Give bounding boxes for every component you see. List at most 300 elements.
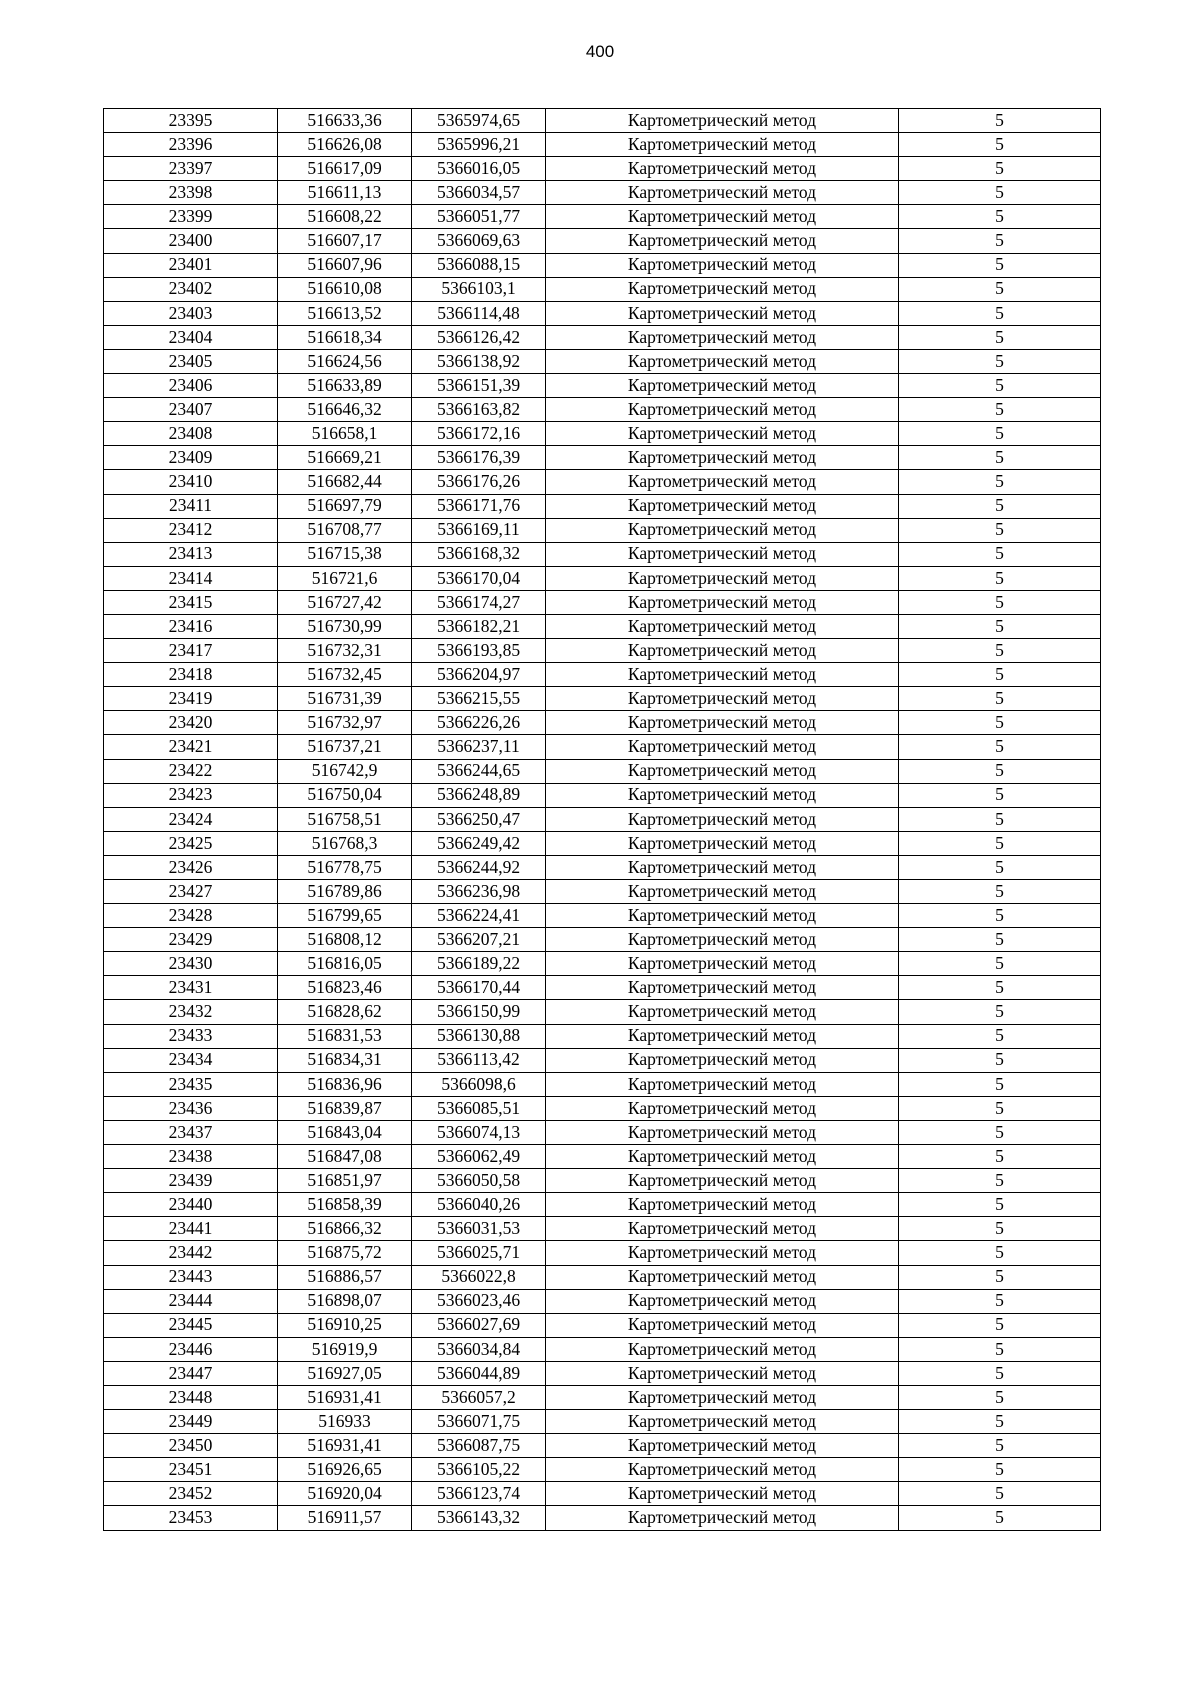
method-cell: Картометрический метод: [546, 590, 899, 614]
x-coordinate-cell: 516633,89: [278, 374, 412, 398]
point-number-cell: 23440: [104, 1193, 278, 1217]
x-coordinate-cell: 516611,13: [278, 181, 412, 205]
point-number-cell: 23423: [104, 783, 278, 807]
y-coordinate-cell: 5366071,75: [412, 1410, 546, 1434]
table-row: [104, 855, 1101, 879]
table-row: [104, 1434, 1101, 1458]
accuracy-cell: 5: [899, 1145, 1101, 1169]
method-cell: Картометрический метод: [546, 711, 899, 735]
accuracy-cell: 5: [899, 590, 1101, 614]
table-row: [104, 928, 1101, 952]
point-number-cell: 23412: [104, 518, 278, 542]
x-coordinate-cell: 516858,39: [278, 1193, 412, 1217]
x-coordinate-cell: 516920,04: [278, 1482, 412, 1506]
y-coordinate-cell: 5366105,22: [412, 1458, 546, 1482]
table-row: [104, 1096, 1101, 1120]
y-coordinate-cell: 5366182,21: [412, 614, 546, 638]
accuracy-cell: 5: [899, 1289, 1101, 1313]
point-number-cell: 23435: [104, 1072, 278, 1096]
accuracy-cell: 5: [899, 374, 1101, 398]
accuracy-cell: 5: [899, 807, 1101, 831]
method-cell: Картометрический метод: [546, 1000, 899, 1024]
y-coordinate-cell: 5366250,47: [412, 807, 546, 831]
y-coordinate-cell: 5366074,13: [412, 1120, 546, 1144]
y-coordinate-cell: 5366143,32: [412, 1506, 546, 1530]
y-coordinate-cell: 5365996,21: [412, 133, 546, 157]
method-cell: Картометрический метод: [546, 1217, 899, 1241]
x-coordinate-cell: 516732,31: [278, 639, 412, 663]
table-row: [104, 880, 1101, 904]
point-number-cell: 23452: [104, 1482, 278, 1506]
table-row: [104, 1289, 1101, 1313]
point-number-cell: 23434: [104, 1048, 278, 1072]
y-coordinate-cell: 5366044,89: [412, 1361, 546, 1385]
point-number-cell: 23453: [104, 1506, 278, 1530]
point-number-cell: 23397: [104, 157, 278, 181]
table-row: [104, 976, 1101, 1000]
accuracy-cell: 5: [899, 928, 1101, 952]
x-coordinate-cell: 516669,21: [278, 446, 412, 470]
point-number-cell: 23406: [104, 374, 278, 398]
point-number-cell: 23451: [104, 1458, 278, 1482]
x-coordinate-cell: 516836,96: [278, 1072, 412, 1096]
table-row: [104, 157, 1101, 181]
accuracy-cell: 5: [899, 422, 1101, 446]
y-coordinate-cell: 5366248,89: [412, 783, 546, 807]
point-number-cell: 23401: [104, 253, 278, 277]
x-coordinate-cell: 516927,05: [278, 1361, 412, 1385]
accuracy-cell: 5: [899, 735, 1101, 759]
y-coordinate-cell: 5366193,85: [412, 639, 546, 663]
point-number-cell: 23408: [104, 422, 278, 446]
accuracy-cell: 5: [899, 229, 1101, 253]
point-number-cell: 23410: [104, 470, 278, 494]
table-row: [104, 253, 1101, 277]
table-row: [104, 1193, 1101, 1217]
accuracy-cell: 5: [899, 253, 1101, 277]
y-coordinate-cell: 5366088,15: [412, 253, 546, 277]
table-row: [104, 1072, 1101, 1096]
method-cell: Картометрический метод: [546, 494, 899, 518]
table-row: [104, 542, 1101, 566]
table-row: [104, 1145, 1101, 1169]
table-row: [104, 109, 1101, 133]
x-coordinate-cell: 516732,97: [278, 711, 412, 735]
table-row: [104, 1169, 1101, 1193]
y-coordinate-cell: 5366171,76: [412, 494, 546, 518]
y-coordinate-cell: 5366103,1: [412, 277, 546, 301]
x-coordinate-cell: 516727,42: [278, 590, 412, 614]
y-coordinate-cell: 5366113,42: [412, 1048, 546, 1072]
table-row: [104, 1265, 1101, 1289]
point-number-cell: 23424: [104, 807, 278, 831]
method-cell: Картометрический метод: [546, 976, 899, 1000]
accuracy-cell: 5: [899, 1120, 1101, 1144]
x-coordinate-cell: 516682,44: [278, 470, 412, 494]
y-coordinate-cell: 5366040,26: [412, 1193, 546, 1217]
method-cell: Картометрический метод: [546, 687, 899, 711]
y-coordinate-cell: 5366170,44: [412, 976, 546, 1000]
point-number-cell: 23450: [104, 1434, 278, 1458]
table-row: [104, 205, 1101, 229]
table-row: [104, 133, 1101, 157]
y-coordinate-cell: 5366163,82: [412, 398, 546, 422]
method-cell: Картометрический метод: [546, 133, 899, 157]
point-number-cell: 23416: [104, 614, 278, 638]
x-coordinate-cell: 516808,12: [278, 928, 412, 952]
y-coordinate-cell: 5366085,51: [412, 1096, 546, 1120]
method-cell: Картометрический метод: [546, 1193, 899, 1217]
method-cell: Картометрический метод: [546, 855, 899, 879]
accuracy-cell: 5: [899, 277, 1101, 301]
table-row: [104, 277, 1101, 301]
accuracy-cell: 5: [899, 325, 1101, 349]
point-number-cell: 23438: [104, 1145, 278, 1169]
point-number-cell: 23396: [104, 133, 278, 157]
table-row: [104, 735, 1101, 759]
method-cell: Картометрический метод: [546, 542, 899, 566]
x-coordinate-cell: 516732,45: [278, 663, 412, 687]
accuracy-cell: 5: [899, 759, 1101, 783]
point-number-cell: 23419: [104, 687, 278, 711]
table-row: [104, 181, 1101, 205]
y-coordinate-cell: 5366034,57: [412, 181, 546, 205]
y-coordinate-cell: 5366244,92: [412, 855, 546, 879]
method-cell: Картометрический метод: [546, 831, 899, 855]
point-number-cell: 23422: [104, 759, 278, 783]
point-number-cell: 23444: [104, 1289, 278, 1313]
point-number-cell: 23441: [104, 1217, 278, 1241]
x-coordinate-cell: 516789,86: [278, 880, 412, 904]
accuracy-cell: 5: [899, 518, 1101, 542]
y-coordinate-cell: 5366057,2: [412, 1385, 546, 1409]
y-coordinate-cell: 5366130,88: [412, 1024, 546, 1048]
accuracy-cell: 5: [899, 1361, 1101, 1385]
y-coordinate-cell: 5366022,8: [412, 1265, 546, 1289]
table-row: [104, 831, 1101, 855]
accuracy-cell: 5: [899, 1072, 1101, 1096]
table-row: [104, 374, 1101, 398]
point-number-cell: 23436: [104, 1096, 278, 1120]
point-number-cell: 23447: [104, 1361, 278, 1385]
y-coordinate-cell: 5366249,42: [412, 831, 546, 855]
x-coordinate-cell: 516633,36: [278, 109, 412, 133]
table-row: [104, 1410, 1101, 1434]
y-coordinate-cell: 5366244,65: [412, 759, 546, 783]
method-cell: Картометрический метод: [546, 1482, 899, 1506]
accuracy-cell: 5: [899, 205, 1101, 229]
x-coordinate-cell: 516721,6: [278, 566, 412, 590]
method-cell: Картометрический метод: [546, 952, 899, 976]
y-coordinate-cell: 5366123,74: [412, 1482, 546, 1506]
table-row: [104, 614, 1101, 638]
method-cell: Картометрический метод: [546, 349, 899, 373]
method-cell: Картометрический метод: [546, 1361, 899, 1385]
y-coordinate-cell: 5366215,55: [412, 687, 546, 711]
y-coordinate-cell: 5366069,63: [412, 229, 546, 253]
accuracy-cell: 5: [899, 711, 1101, 735]
table-row: [104, 1506, 1101, 1530]
x-coordinate-cell: 516834,31: [278, 1048, 412, 1072]
x-coordinate-cell: 516933: [278, 1410, 412, 1434]
accuracy-cell: 5: [899, 470, 1101, 494]
table-row: [104, 229, 1101, 253]
table-row: [104, 566, 1101, 590]
method-cell: Картометрический метод: [546, 928, 899, 952]
method-cell: Картометрический метод: [546, 109, 899, 133]
table-row: [104, 590, 1101, 614]
y-coordinate-cell: 5366226,26: [412, 711, 546, 735]
accuracy-cell: 5: [899, 1193, 1101, 1217]
accuracy-cell: 5: [899, 446, 1101, 470]
method-cell: Картометрический метод: [546, 1169, 899, 1193]
point-number-cell: 23427: [104, 880, 278, 904]
accuracy-cell: 5: [899, 1482, 1101, 1506]
method-cell: Картометрический метод: [546, 229, 899, 253]
accuracy-cell: 5: [899, 639, 1101, 663]
y-coordinate-cell: 5366114,48: [412, 301, 546, 325]
table-row: [104, 711, 1101, 735]
x-coordinate-cell: 516607,96: [278, 253, 412, 277]
accuracy-cell: 5: [899, 1313, 1101, 1337]
accuracy-cell: 5: [899, 1024, 1101, 1048]
x-coordinate-cell: 516843,04: [278, 1120, 412, 1144]
accuracy-cell: 5: [899, 663, 1101, 687]
y-coordinate-cell: 5366025,71: [412, 1241, 546, 1265]
y-coordinate-cell: 5366176,26: [412, 470, 546, 494]
point-number-cell: 23403: [104, 301, 278, 325]
accuracy-cell: 5: [899, 1217, 1101, 1241]
y-coordinate-cell: 5366169,11: [412, 518, 546, 542]
y-coordinate-cell: 5366138,92: [412, 349, 546, 373]
table-row: [104, 1458, 1101, 1482]
method-cell: Картометрический метод: [546, 566, 899, 590]
table-row: [104, 470, 1101, 494]
y-coordinate-cell: 5366151,39: [412, 374, 546, 398]
x-coordinate-cell: 516697,79: [278, 494, 412, 518]
method-cell: Картометрический метод: [546, 374, 899, 398]
x-coordinate-cell: 516851,97: [278, 1169, 412, 1193]
point-number-cell: 23400: [104, 229, 278, 253]
x-coordinate-cell: 516737,21: [278, 735, 412, 759]
table-row: [104, 639, 1101, 663]
y-coordinate-cell: 5366189,22: [412, 952, 546, 976]
table-row: [104, 1048, 1101, 1072]
table-row: [104, 1313, 1101, 1337]
x-coordinate-cell: 516839,87: [278, 1096, 412, 1120]
x-coordinate-cell: 516708,77: [278, 518, 412, 542]
x-coordinate-cell: 516730,99: [278, 614, 412, 638]
table-row: [104, 398, 1101, 422]
y-coordinate-cell: 5366236,98: [412, 880, 546, 904]
accuracy-cell: 5: [899, 1048, 1101, 1072]
x-coordinate-cell: 516823,46: [278, 976, 412, 1000]
y-coordinate-cell: 5365974,65: [412, 109, 546, 133]
point-number-cell: 23445: [104, 1313, 278, 1337]
table-row: [104, 1482, 1101, 1506]
table-row: [104, 1024, 1101, 1048]
method-cell: Картометрический метод: [546, 301, 899, 325]
point-number-cell: 23428: [104, 904, 278, 928]
method-cell: Картометрический метод: [546, 325, 899, 349]
x-coordinate-cell: 516910,25: [278, 1313, 412, 1337]
table-row: [104, 1217, 1101, 1241]
x-coordinate-cell: 516624,56: [278, 349, 412, 373]
point-number-cell: 23395: [104, 109, 278, 133]
point-number-cell: 23425: [104, 831, 278, 855]
x-coordinate-cell: 516778,75: [278, 855, 412, 879]
table-row: [104, 325, 1101, 349]
table-row: [104, 952, 1101, 976]
table-row: [104, 301, 1101, 325]
method-cell: Картометрический метод: [546, 1337, 899, 1361]
y-coordinate-cell: 5366204,97: [412, 663, 546, 687]
method-cell: Картометрический метод: [546, 181, 899, 205]
method-cell: Картометрический метод: [546, 1458, 899, 1482]
x-coordinate-cell: 516919,9: [278, 1337, 412, 1361]
accuracy-cell: 5: [899, 1169, 1101, 1193]
accuracy-cell: 5: [899, 783, 1101, 807]
point-number-cell: 23398: [104, 181, 278, 205]
accuracy-cell: 5: [899, 398, 1101, 422]
table-row: [104, 422, 1101, 446]
point-number-cell: 23421: [104, 735, 278, 759]
y-coordinate-cell: 5366051,77: [412, 205, 546, 229]
y-coordinate-cell: 5366150,99: [412, 1000, 546, 1024]
y-coordinate-cell: 5366027,69: [412, 1313, 546, 1337]
x-coordinate-cell: 516607,17: [278, 229, 412, 253]
y-coordinate-cell: 5366237,11: [412, 735, 546, 759]
page-number: 400: [585, 42, 615, 61]
accuracy-cell: 5: [899, 880, 1101, 904]
accuracy-cell: 5: [899, 1410, 1101, 1434]
x-coordinate-cell: 516866,32: [278, 1217, 412, 1241]
x-coordinate-cell: 516715,38: [278, 542, 412, 566]
method-cell: Картометрический метод: [546, 807, 899, 831]
x-coordinate-cell: 516886,57: [278, 1265, 412, 1289]
point-number-cell: 23446: [104, 1337, 278, 1361]
table-row: [104, 1385, 1101, 1409]
x-coordinate-cell: 516758,51: [278, 807, 412, 831]
method-cell: Картометрический метод: [546, 157, 899, 181]
point-number-cell: 23405: [104, 349, 278, 373]
method-cell: Картометрический метод: [546, 1434, 899, 1458]
x-coordinate-cell: 516618,34: [278, 325, 412, 349]
method-cell: Картометрический метод: [546, 446, 899, 470]
table-row: [104, 349, 1101, 373]
table-row: [104, 687, 1101, 711]
table-row: [104, 759, 1101, 783]
y-coordinate-cell: 5366050,58: [412, 1169, 546, 1193]
method-cell: Картометрический метод: [546, 1145, 899, 1169]
accuracy-cell: 5: [899, 687, 1101, 711]
method-cell: Картометрический метод: [546, 1385, 899, 1409]
accuracy-cell: 5: [899, 1265, 1101, 1289]
point-number-cell: 23404: [104, 325, 278, 349]
y-coordinate-cell: 5366016,05: [412, 157, 546, 181]
y-coordinate-cell: 5366170,04: [412, 566, 546, 590]
table-row: [104, 1337, 1101, 1361]
accuracy-cell: 5: [899, 855, 1101, 879]
x-coordinate-cell: 516799,65: [278, 904, 412, 928]
accuracy-cell: 5: [899, 831, 1101, 855]
method-cell: Картометрический метод: [546, 1120, 899, 1144]
point-number-cell: 23426: [104, 855, 278, 879]
table-row: [104, 1000, 1101, 1024]
method-cell: Картометрический метод: [546, 1313, 899, 1337]
accuracy-cell: 5: [899, 566, 1101, 590]
table-row: [104, 807, 1101, 831]
x-coordinate-cell: 516911,57: [278, 1506, 412, 1530]
y-coordinate-cell: 5366174,27: [412, 590, 546, 614]
point-number-cell: 23409: [104, 446, 278, 470]
point-number-cell: 23415: [104, 590, 278, 614]
point-number-cell: 23407: [104, 398, 278, 422]
accuracy-cell: 5: [899, 157, 1101, 181]
y-coordinate-cell: 5366087,75: [412, 1434, 546, 1458]
point-number-cell: 23443: [104, 1265, 278, 1289]
method-cell: Картометрический метод: [546, 205, 899, 229]
y-coordinate-cell: 5366224,41: [412, 904, 546, 928]
x-coordinate-cell: 516613,52: [278, 301, 412, 325]
coordinates-table: [103, 108, 1101, 1531]
method-cell: Картометрический метод: [546, 398, 899, 422]
method-cell: Картометрический метод: [546, 783, 899, 807]
method-cell: Картометрический метод: [546, 614, 899, 638]
method-cell: Картометрический метод: [546, 663, 899, 687]
point-number-cell: 23439: [104, 1169, 278, 1193]
accuracy-cell: 5: [899, 181, 1101, 205]
x-coordinate-cell: 516617,09: [278, 157, 412, 181]
y-coordinate-cell: 5366023,46: [412, 1289, 546, 1313]
accuracy-cell: 5: [899, 133, 1101, 157]
accuracy-cell: 5: [899, 1096, 1101, 1120]
x-coordinate-cell: 516608,22: [278, 205, 412, 229]
accuracy-cell: 5: [899, 1458, 1101, 1482]
coordinates-table-body: [104, 109, 1101, 1531]
accuracy-cell: 5: [899, 109, 1101, 133]
method-cell: Картометрический метод: [546, 1289, 899, 1313]
y-coordinate-cell: 5366126,42: [412, 325, 546, 349]
point-number-cell: 23399: [104, 205, 278, 229]
point-number-cell: 23420: [104, 711, 278, 735]
y-coordinate-cell: 5366098,6: [412, 1072, 546, 1096]
accuracy-cell: 5: [899, 1241, 1101, 1265]
x-coordinate-cell: 516646,32: [278, 398, 412, 422]
accuracy-cell: 5: [899, 952, 1101, 976]
table-row: [104, 663, 1101, 687]
table-row: [104, 494, 1101, 518]
method-cell: Картометрический метод: [546, 759, 899, 783]
accuracy-cell: 5: [899, 349, 1101, 373]
point-number-cell: 23418: [104, 663, 278, 687]
y-coordinate-cell: 5366031,53: [412, 1217, 546, 1241]
point-number-cell: 23411: [104, 494, 278, 518]
accuracy-cell: 5: [899, 614, 1101, 638]
method-cell: Картометрический метод: [546, 1506, 899, 1530]
method-cell: Картометрический метод: [546, 904, 899, 928]
method-cell: Картометрический метод: [546, 1096, 899, 1120]
x-coordinate-cell: 516768,3: [278, 831, 412, 855]
method-cell: Картометрический метод: [546, 518, 899, 542]
method-cell: Картометрический метод: [546, 880, 899, 904]
method-cell: Картометрический метод: [546, 277, 899, 301]
point-number-cell: 23414: [104, 566, 278, 590]
method-cell: Картометрический метод: [546, 1241, 899, 1265]
point-number-cell: 23442: [104, 1241, 278, 1265]
y-coordinate-cell: 5366172,16: [412, 422, 546, 446]
accuracy-cell: 5: [899, 494, 1101, 518]
